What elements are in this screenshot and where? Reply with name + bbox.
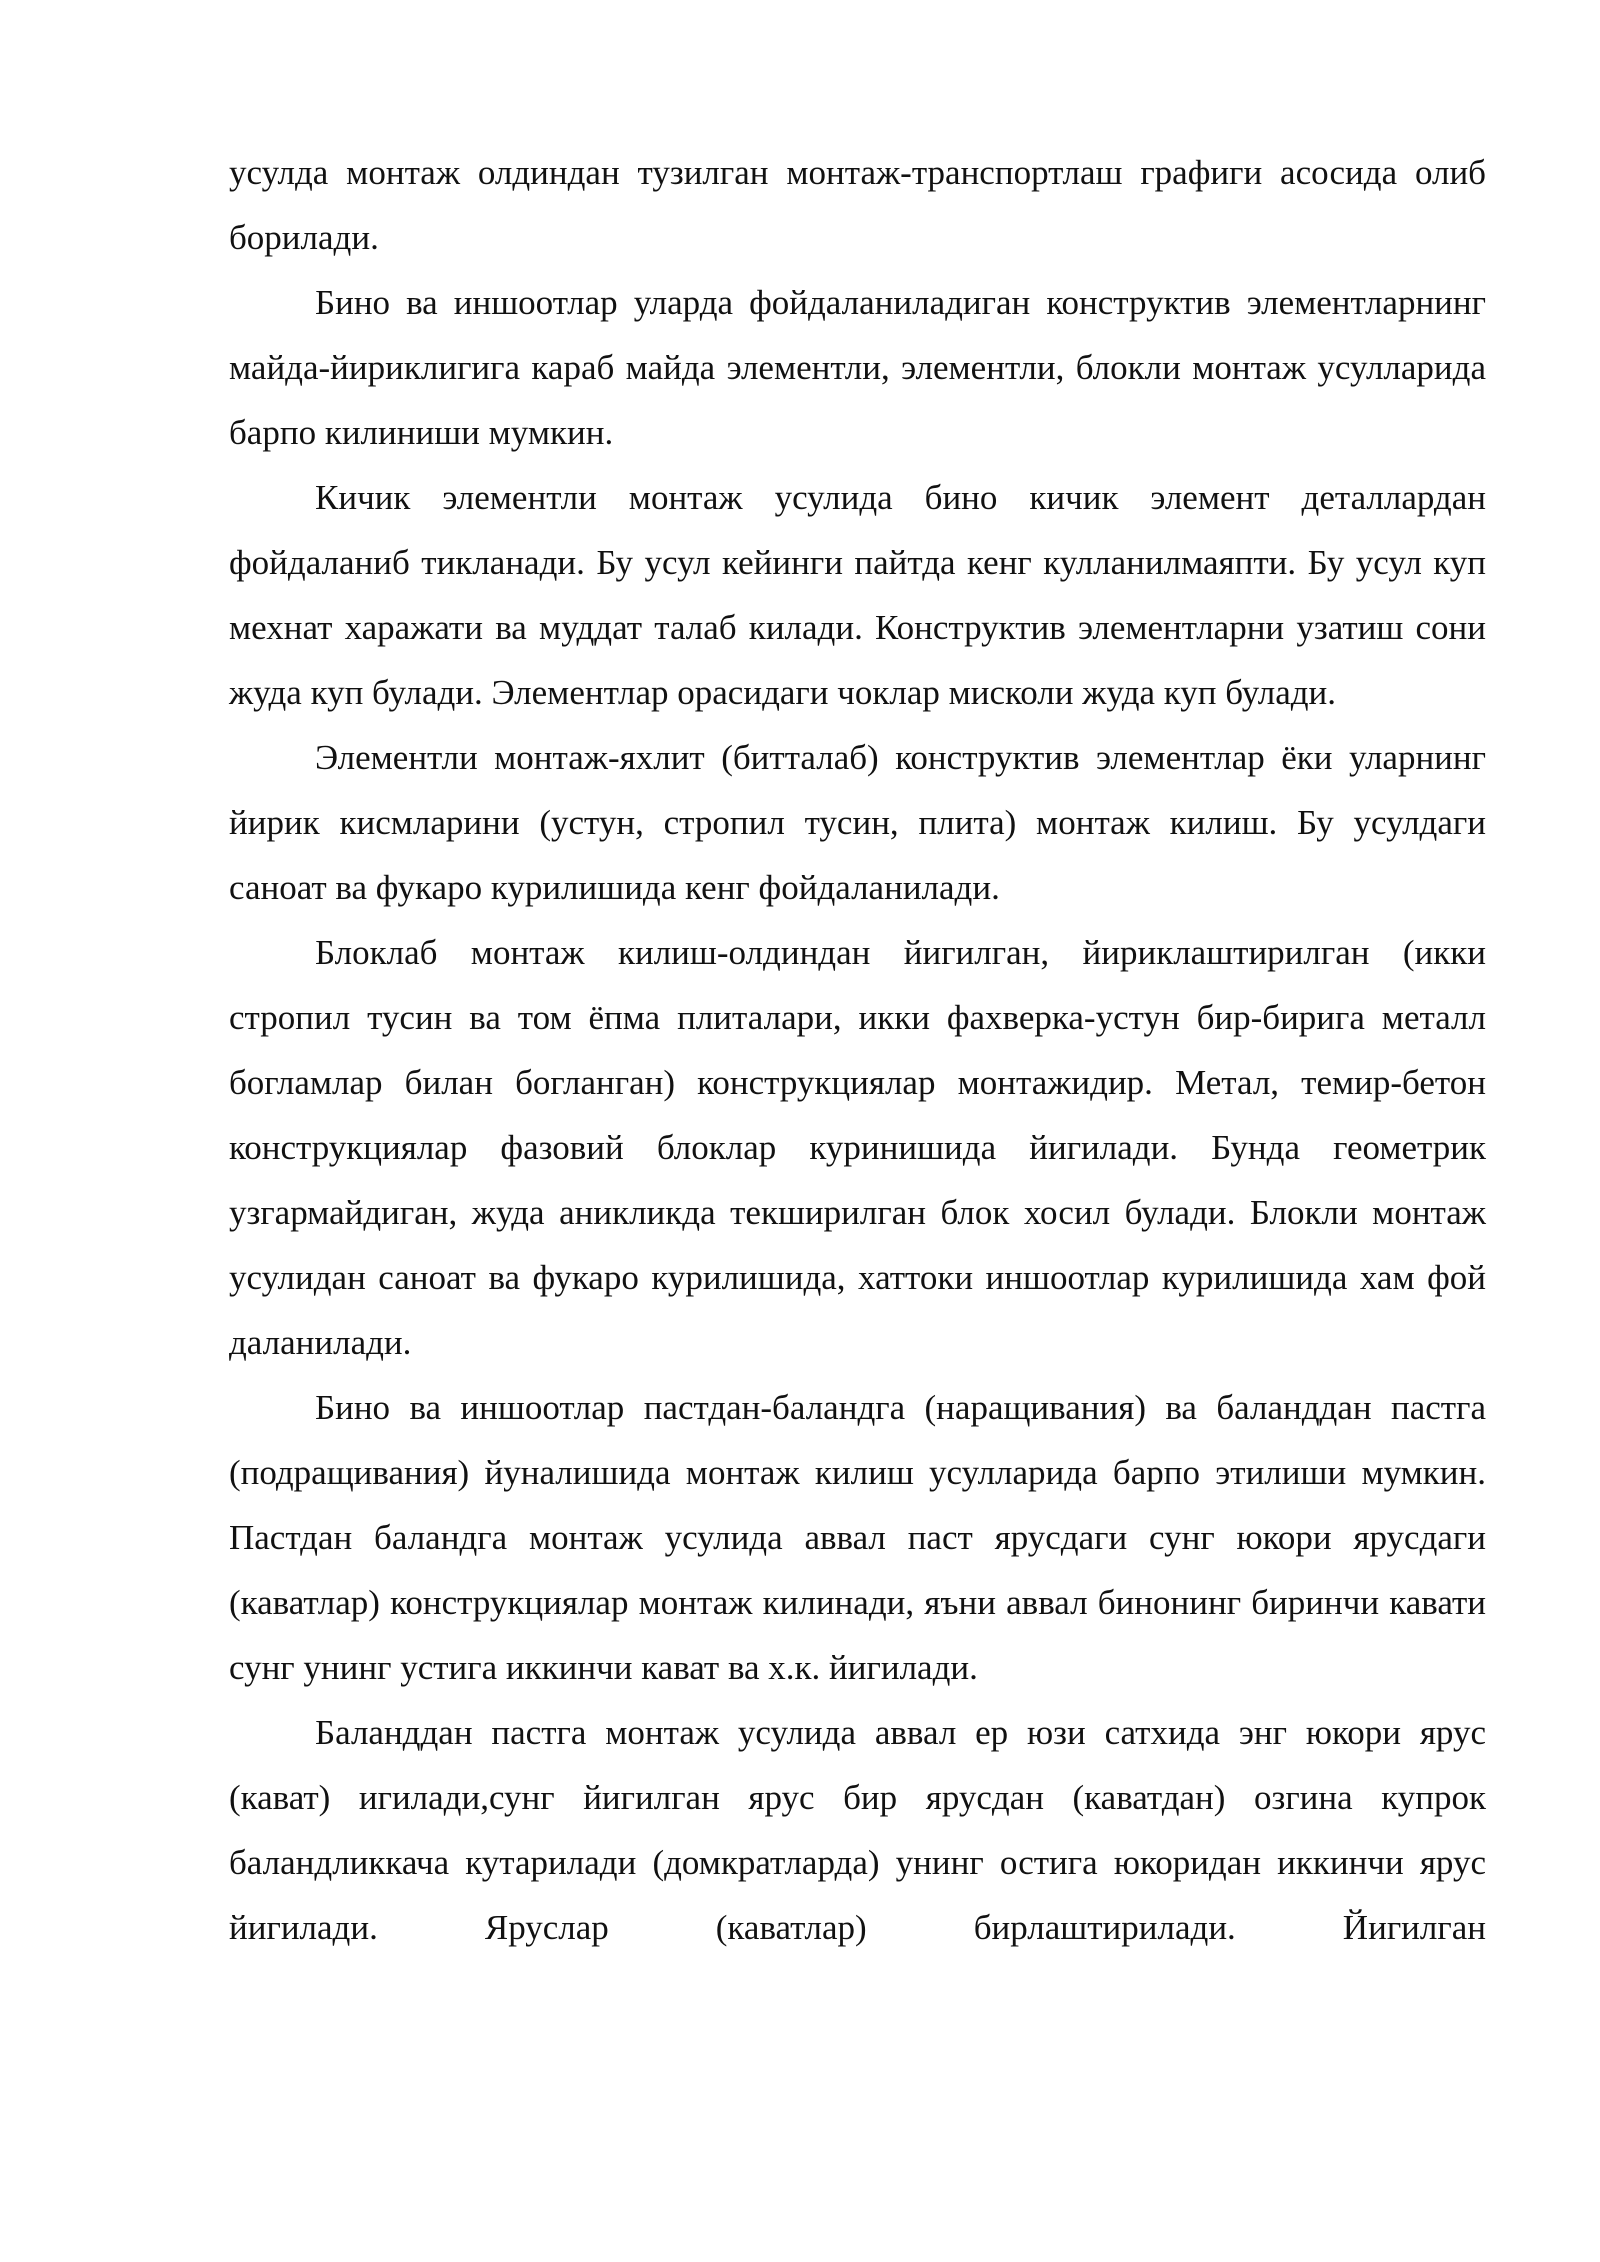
paragraph-6: Бино ва иншоотлар пастдан-баландга (наращивания) ва баланддан пастга (подращивания) йуналишида монтаж килиш усулларида барпо этилиши мумкин. Пастдан баландга монтаж усулида аввал паст ярусдаги сунг юкори ярусдаги (каватлар) конструкциялар монтаж килинади, яъни аввал бинонинг биринчи кавати сунг унинг устига иккинчи кават ва х.к. йигилади.	[229, 1388, 1486, 1687]
paragraph-2: Бино ва иншоотлар уларда фойдаланиладиган конструктив элементларнинг майда-йириклигига караб майда элементли, элементли, блокли монтаж усулларида барпо килиниши мумкин.	[229, 283, 1486, 452]
paragraph-3: Кичик элементли монтаж усулида бино кичик элемент деталлардан фойдаланиб тикланади. Бу усул кейинги пайтда кенг кулланилмаяпти. Бу усул куп мехнат харажати ва муддат талаб килади. Конструктив элементларни узатиш сони жуда куп булади. Элементлар орасидаги чоклар мисколи жуда куп булади.	[229, 478, 1486, 712]
paragraph-7: Баланддан пастга монтаж усулида аввал ер юзи сатхида энг юкори ярус (кават) игилади,сунг йигилган ярус бир ярусдан (каватдан) озгина купрок баландликкача кутарилади (домкратларда) унинг остига юкоридан иккинчи ярус йигилади. Яруслар (каватлар) бирлаштирилади. Йигилган	[229, 1713, 1486, 1947]
document-page	[229, 140, 1486, 1960]
paragraph-4: Элементли монтаж-яхлит (битталаб) конструктив элементлар ёки уларнинг йирик кисмларини (устун, стропил тусин, плита) монтаж килиш. Бу усулдаги саноат ва фукаро курилишида кенг фойдаланилади.	[229, 738, 1486, 907]
paragraph-5: Блоклаб монтаж килиш-олдиндан йигилган, йириклаштирилган (икки стропил тусин ва том ёпма плиталари, икки фахверка-устун бир-бирига металл богламлар билан богланган) конструкциялар монтажидир. Метал, темир-бетон конструкциялар фазовий блоклар куринишида йигилади. Бунда геометрик узгармайдиган, жуда аникликда текширилган блок хосил булади. Блокли монтаж усулидан саноат ва фукаро курилишида, хаттоки иншоотлар курилишида хам фой даланилади.	[229, 933, 1486, 1362]
paragraph-1: усулда монтаж олдиндан тузилган монтаж-транспортлаш графиги асосида олиб борилади.	[229, 153, 1486, 257]
